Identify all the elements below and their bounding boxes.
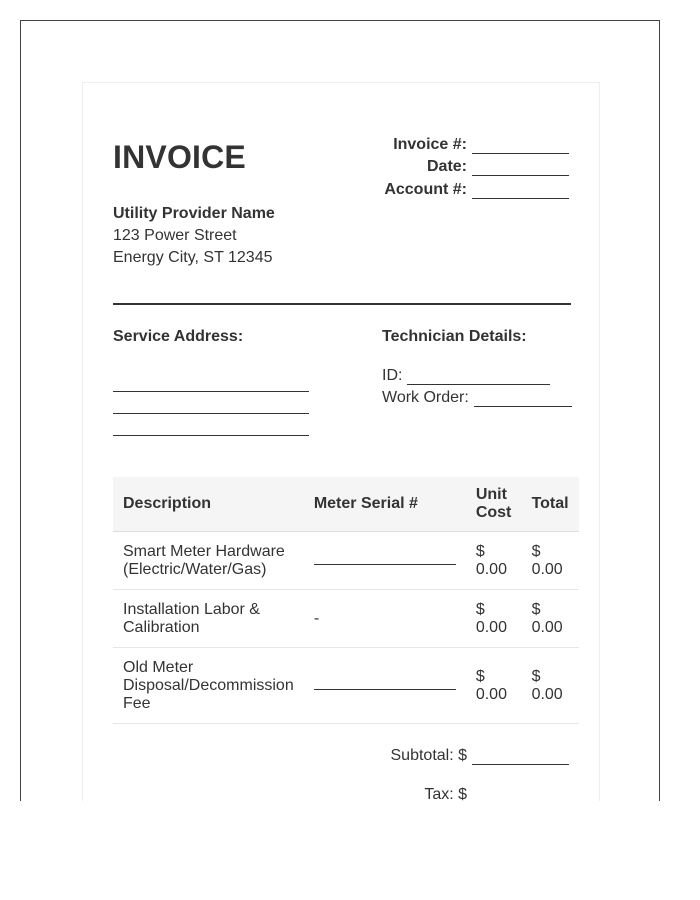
unit-cost-value: 0.00: [475, 560, 507, 578]
row-serial: [304, 648, 466, 724]
tax-row: [309, 782, 569, 801]
row-unit-cost: [466, 532, 522, 590]
provider-name: Utility Provider Name: [113, 205, 275, 222]
header-unit-cost-line2: Cost: [475, 504, 512, 521]
row-description: [113, 648, 304, 724]
service-address-line-3[interactable]: [113, 435, 309, 436]
table-row: [113, 648, 579, 724]
service-address-line-2[interactable]: [113, 413, 309, 414]
provider-block: [113, 203, 275, 269]
row-unit-cost: [466, 590, 522, 648]
row-serial: [304, 532, 466, 590]
meter-serial-field[interactable]: [314, 689, 456, 690]
subtotal-row: [309, 743, 569, 765]
total-value: 0.00: [531, 685, 563, 703]
account-number-row: [349, 176, 569, 199]
technician-heading: Technician Details:: [382, 328, 527, 345]
total-symbol: $: [531, 600, 541, 618]
header-unit-cost-line1: Unit: [475, 486, 507, 503]
invoice-number-label: Invoice #:: [393, 135, 467, 153]
service-address-heading: Service Address:: [113, 328, 244, 345]
invoice-title: INVOICE: [113, 139, 246, 175]
total-value: 0.00: [531, 560, 563, 578]
row-description-line: Smart Meter Hardware: [123, 542, 285, 560]
header-description: Description: [113, 477, 304, 532]
provider-city: Energy City, ST 12345: [113, 249, 273, 266]
invoice-date-field[interactable]: [472, 160, 569, 176]
header-total: Total: [522, 477, 579, 532]
invoice-date-row: [349, 154, 569, 177]
technician-id-label: ID:: [382, 366, 403, 384]
header-meter-serial: Meter Serial #: [304, 477, 466, 532]
total-symbol: $: [531, 667, 541, 685]
row-total: [522, 532, 579, 590]
unit-cost-value: 0.00: [475, 685, 507, 703]
document-frame: [20, 20, 660, 801]
unit-cost-value: 0.00: [475, 618, 507, 636]
technician-id-field[interactable]: [407, 369, 550, 385]
row-description: [113, 590, 304, 648]
row-description-line: Old Meter: [123, 658, 194, 676]
table-row: [113, 590, 579, 648]
row-unit-cost: [466, 648, 522, 724]
work-order-label: Work Order:: [382, 389, 469, 406]
unit-cost-symbol: $: [475, 667, 485, 685]
invoice-number-field[interactable]: [472, 138, 569, 154]
totals-block: [309, 743, 569, 801]
account-number-label: Account #:: [384, 180, 467, 198]
row-total: [522, 648, 579, 724]
row-description-line: Fee: [123, 694, 151, 712]
meter-serial-field[interactable]: [314, 564, 456, 565]
table-row: [113, 532, 579, 590]
header-divider: [113, 303, 571, 305]
header-unit-cost: [466, 477, 522, 532]
unit-cost-symbol: $: [475, 542, 485, 560]
technician-block: [382, 328, 582, 407]
table-header-row: [113, 477, 579, 532]
work-order-row: [382, 385, 582, 408]
tax-field[interactable]: [472, 788, 569, 801]
row-total: [522, 590, 579, 648]
row-description-line: Disposal/Decommission: [123, 676, 294, 694]
technician-id-row: [382, 362, 582, 385]
subtotal-label: Subtotal: $: [390, 747, 467, 764]
total-symbol: $: [531, 542, 541, 560]
unit-cost-symbol: $: [475, 600, 485, 618]
row-description-line: Installation Labor &: [123, 600, 260, 618]
meter-serial-value: -: [313, 609, 320, 627]
account-number-field[interactable]: [472, 183, 569, 199]
provider-street: 123 Power Street: [113, 227, 237, 244]
service-address-line-1[interactable]: [113, 391, 309, 392]
total-value: 0.00: [531, 618, 563, 636]
row-description-line: (Electric/Water/Gas): [123, 560, 267, 578]
row-serial: [304, 590, 466, 648]
invoice-number-row: [349, 131, 569, 154]
invoice-date-label: Date:: [426, 158, 467, 175]
row-description: [113, 532, 304, 590]
row-description-line: Calibration: [123, 618, 200, 636]
service-address-block: [113, 328, 313, 436]
invoice-meta: [349, 131, 569, 199]
invoice-paper: [82, 82, 600, 801]
line-items-table: [113, 477, 579, 724]
tax-label: Tax: $: [424, 786, 467, 801]
work-order-field[interactable]: [474, 391, 572, 407]
subtotal-field[interactable]: [472, 749, 569, 765]
